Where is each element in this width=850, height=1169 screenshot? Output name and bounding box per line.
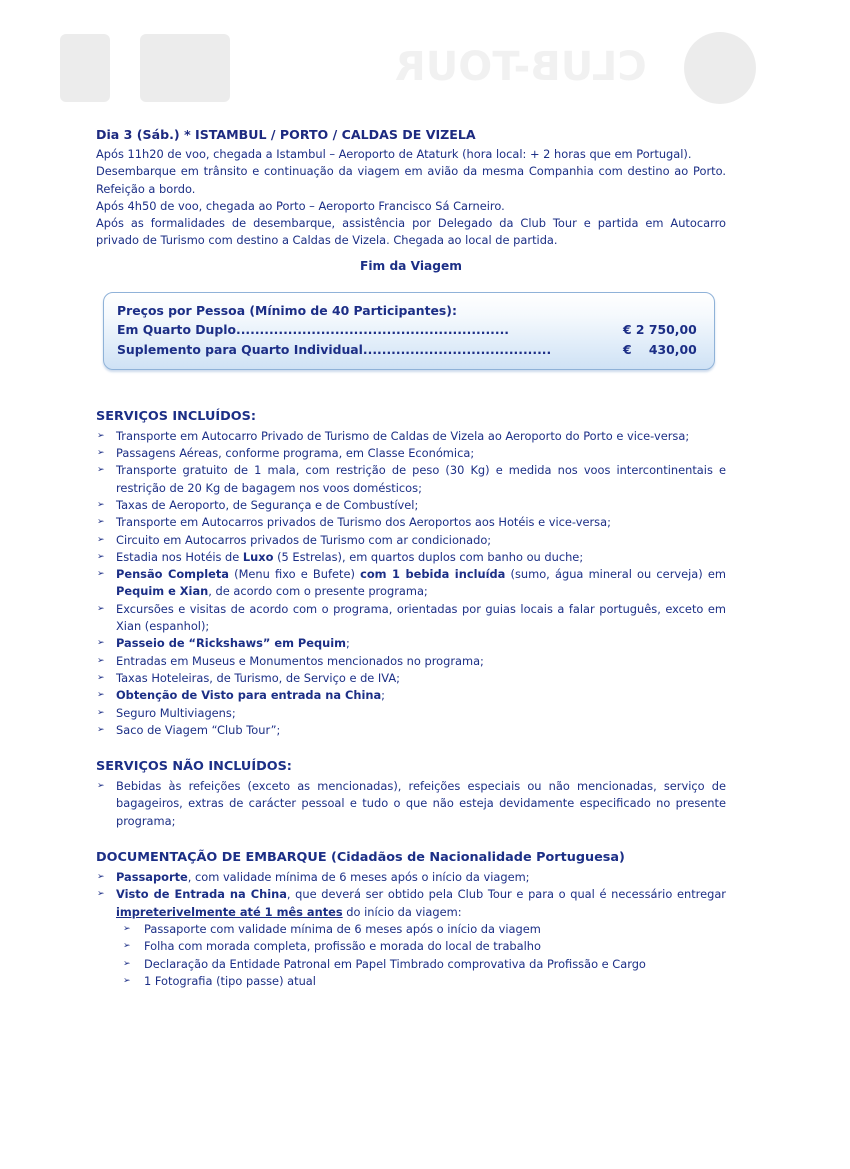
included-services-list [96,428,726,739]
paragraph-arrival-porto: Após 4h50 de voo, chegada ao Porto – Aeroporto Francisco Sá Carneiro. [96,198,505,213]
arrow-bullet-icon: ➢ [97,569,105,580]
paragraph-arrival-istanbul: Após 11h20 de voo, chegada a Istambul – Aeroporto de Ataturk (hora local: + 2 horas que em Portugal). [96,147,692,161]
price-single-label: Suplemento para Quarto Individual........................................ [117,341,552,357]
price-double-label: Em Quarto Duplo.......................................................... [117,321,510,337]
arrow-bullet-icon: ➢ [97,690,105,701]
arrow-bullet-icon: ➢ [97,603,105,614]
day-title: Dia 3 (Sáb.) * ISTAMBUL / PORTO / CALDAS DE VIZELA [96,127,476,142]
list-item: ➢ Transporte gratuito de 1 mala, com restrição de peso (30 Kg) e medida nos voos intercontinentais e restrição de 20 Kg de bagagem nos voos domésticos; [97,463,726,495]
arrow-bullet-icon: ➢ [97,889,105,900]
list-item: ➢ Transporte em Autocarro Privado de Turismo de Caldas de Vizela ao Aeroporto do Porto e vice-versa; [96,428,726,445]
documents-title: DOCUMENTAÇÃO DE EMBARQUE (Cidadãos de Nacionalidade Portuguesa) [96,850,625,866]
list-item: ➢ Visto de Entrada na China, que deverá ser obtido pela Club Tour e para o qual é necessário entregar impreterivelmente até 1 mês antes do início da viagem: [97,887,726,919]
list-item: ➢ Bebidas às refeições (exceto as mencionadas), refeições especiais ou não mencionadas, serviço de bagageiros, extras de carácter pessoal e tudo o que não esteja devidamente especificado no presente programa; [97,779,726,828]
paragraph-transfer: Após as formalidades de desembarque, assistência por Delegado da Club Tour e partida em Autocarro privado de Turismo com destino a Caldas de Vizela. Chegada ao local de partida. [96,216,726,248]
document-page [96,126,726,990]
arrow-bullet-icon: ➢ [97,724,105,735]
list-item: ➢ Seguro Multiviagens; [96,705,726,722]
list-item: ➢ Taxas de Aeroporto, de Segurança e de Combustível; [96,497,726,514]
arrow-bullet-icon: ➢ [97,655,105,666]
list-item: ➢ Estadia nos Hotéis de Luxo (5 Estrelas), em quartos duplos com banho ou duche; [96,549,726,566]
documents-list [96,869,726,990]
price-double-value: € 2 750,00 [623,321,697,337]
arrow-bullet-icon: ➢ [97,448,105,459]
list-item: ➢ Taxas Hoteleiras, de Turismo, de Serviço e de IVA; [96,670,726,687]
arrow-bullet-icon: ➢ [123,941,131,952]
arrow-bullet-icon: ➢ [97,872,105,883]
arrow-bullet-icon: ➢ [97,534,105,545]
end-of-trip-title: Fim da Viagem [360,258,462,273]
sub-list-item: ➢ Folha com morada completa, profissão e morada do local de trabalho [96,938,726,955]
price-row-double [117,321,702,339]
arrow-bullet-icon: ➢ [97,430,105,441]
not-included-services-title: SERVIÇOS NÃO INCLUÍDOS: [96,759,292,775]
price-box-title: Preços por Pessoa (Mínimo de 40 Participantes): [117,302,457,318]
arrow-bullet-icon: ➢ [123,923,131,934]
list-item: ➢ Passaporte, com validade mínima de 6 meses após o início da viagem; [96,869,726,886]
list-item: ➢ Pensão Completa (Menu fixo e Bufete) com 1 bebida incluída (sumo, água mineral ou cerveja) em Pequim e Xian, de acordo com o presente programa; [97,567,726,599]
price-single-value: € 430,00 [623,341,697,357]
sub-list-item: ➢ 1 Fotografia (tipo passe) atual [96,973,726,990]
sub-list-item: ➢ Passaporte com validade mínima de 6 meses após o início da viagem [96,921,726,938]
arrow-bullet-icon: ➢ [97,551,105,562]
arrow-bullet-icon: ➢ [97,638,105,649]
arrow-bullet-icon: ➢ [123,975,131,986]
list-item: ➢ Entradas em Museus e Monumentos mencionados no programa; [96,653,726,670]
arrow-bullet-icon: ➢ [97,707,105,718]
arrow-bullet-icon: ➢ [97,672,105,683]
included-services-title: SERVIÇOS INCLUÍDOS: [96,408,256,424]
not-included-services-list [96,778,726,830]
arrow-bullet-icon: ➢ [97,465,105,476]
list-item: ➢ Transporte em Autocarros privados de Turismo dos Aeroportos aos Hotéis e vice-versa; [96,514,726,531]
list-item: ➢ Passeio de “Rickshaws” em Pequim; [96,635,726,652]
list-item: ➢ Obtenção de Visto para entrada na China; [96,687,726,704]
list-item: ➢ Saco de Viagem “Club Tour”; [96,722,726,739]
list-item: ➢ Circuito em Autocarros privados de Turismo com ar condicionado; [96,532,726,549]
arrow-bullet-icon: ➢ [97,499,105,510]
sub-list-item: ➢ Declaração da Entidade Patronal em Papel Timbrado comprovativa da Profissão e Cargo [96,956,726,973]
arrow-bullet-icon: ➢ [97,517,105,528]
arrow-bullet-icon: ➢ [123,958,131,969]
price-box [103,292,715,370]
list-item: ➢ Passagens Aéreas, conforme programa, em Classe Económica; [96,445,726,462]
watermark-text: CLUB-TOUR [395,44,647,90]
paragraph-transit: Desembarque em trânsito e continuação da viagem em avião da mesma Companhia com destino ao Porto. Refeição a bordo. [96,164,726,196]
arrow-bullet-icon: ➢ [97,781,105,792]
price-row-single [117,341,702,359]
list-item: ➢ Excursões e visitas de acordo com o programa, orientadas por guias locais a falar português, exceto em Xian (espanhol); [97,601,726,634]
